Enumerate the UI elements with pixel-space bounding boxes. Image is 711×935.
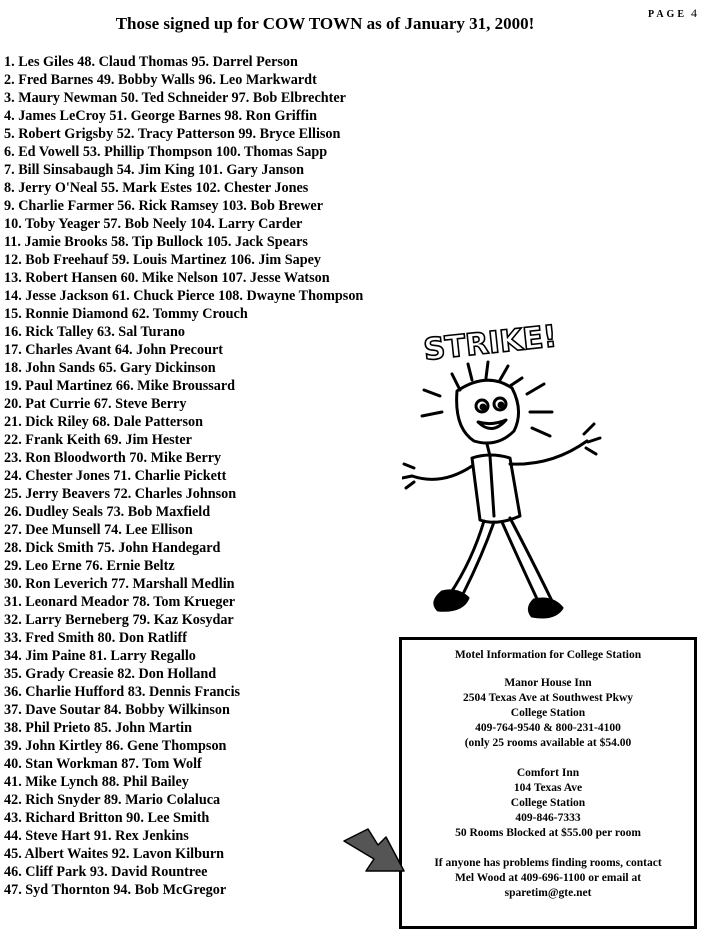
contact-line-2: Mel Wood at 409-696-1100 or email at [454, 872, 642, 884]
roster-line: 16. Rick Talley 63. Sal Turano [4, 324, 185, 340]
roster-line: 47. Syd Thornton 94. Bob McGregor [4, 882, 227, 898]
roster-line: 32. Larry Berneberg 79. Kaz Kosydar [4, 612, 234, 628]
roster-line: 4. James LeCroy 51. George Barnes 98. Ron Griffin [4, 108, 318, 124]
roster-line: 30. Ron Leverich 77. Marshall Medlin [4, 576, 235, 592]
motel-heading: Motel Information for College Station [454, 649, 642, 661]
roster-line: 2. Fred Barnes 49. Bobby Walls 96. Leo Markwardt [4, 72, 317, 88]
roster-line: 22. Frank Keith 69. Jim Hester [4, 432, 192, 448]
roster-line: 19. Paul Martinez 66. Mike Broussard [4, 378, 236, 394]
comfort-phone: 409-846-7333 [515, 812, 581, 824]
roster-line: 12. Bob Freehauf 59. Louis Martinez 106. Jim Sapey [4, 252, 321, 268]
manor-name: Manor House Inn [504, 677, 592, 689]
roster-line: 21. Dick Riley 68. Dale Patterson [4, 414, 203, 430]
roster-line: 43. Richard Britton 90. Lee Smith [4, 810, 210, 826]
manor-address: 2504 Texas Ave at Southwest Pkwy [462, 692, 634, 704]
comfort-note: 50 Rooms Blocked at $55.00 per room [455, 827, 641, 839]
comfort-address: 104 Texas Ave [513, 782, 583, 794]
roster-line: 39. John Kirtley 86. Gene Thompson [4, 738, 227, 754]
roster-line: 24. Chester Jones 71. Charlie Pickett [4, 468, 227, 484]
roster-line: 34. Jim Paine 81. Larry Regallo [4, 648, 196, 664]
roster-line: 25. Jerry Beavers 72. Charles Johnson [4, 486, 237, 502]
roster-line: 41. Mike Lynch 88. Phil Bailey [4, 774, 189, 790]
roster-line: 46. Cliff Park 93. David Rountree [4, 864, 208, 880]
roster-line: 44. Steve Hart 91. Rex Jenkins [4, 828, 189, 844]
roster-line: 18. John Sands 65. Gary Dickinson [4, 360, 216, 376]
page-title: Those signed up for COW TOWN as of January 31, 2000! [115, 14, 535, 33]
page-number-value: 4 [691, 6, 699, 20]
manor-house-block [402, 676, 694, 751]
roster-line: 36. Charlie Hufford 83. Dennis Francis [4, 684, 241, 700]
roster-line: 40. Stan Workman 87. Tom Wolf [4, 756, 202, 772]
roster-line: 45. Albert Waites 92. Lavon Kilburn [4, 846, 225, 862]
page-number [648, 6, 699, 21]
roster-line: 3. Maury Newman 50. Ted Schneider 97. Bob Elbrechter [4, 90, 346, 106]
roster-line: 7. Bill Sinsabaugh 54. Jim King 101. Gary Janson [4, 162, 304, 178]
roster-line: 8. Jerry O'Neal 55. Mark Estes 102. Chester Jones [4, 180, 309, 196]
roster-line: 13. Robert Hansen 60. Mike Nelson 107. Jesse Watson [4, 270, 330, 286]
roster-line: 38. Phil Prieto 85. John Martin [4, 720, 192, 736]
roster-line: 9. Charlie Farmer 56. Rick Ramsey 103. Bob Brewer [4, 198, 324, 214]
strike-text: STRIKE! [421, 319, 559, 368]
contact-block [402, 856, 694, 901]
manor-note: (only 25 rooms available at $54.00 [464, 737, 632, 749]
roster-line: 31. Leonard Meador 78. Tom Krueger [4, 594, 236, 610]
comfort-inn-block [402, 766, 694, 841]
roster-line: 11. Jamie Brooks 58. Tip Bullock 105. Jack Spears [4, 234, 308, 250]
roster-line: 28. Dick Smith 75. John Handegard [4, 540, 221, 556]
roster-line: 27. Dee Munsell 74. Lee Ellison [4, 522, 193, 538]
roster-line: 35. Grady Creasie 82. Don Holland [4, 666, 217, 682]
contact-line-1: If anyone has problems finding rooms, contact [434, 857, 662, 869]
roster-line: 5. Robert Grigsby 52. Tracy Patterson 99. Bryce Ellison [4, 126, 341, 142]
signup-roster [4, 53, 363, 899]
roster-line: 17. Charles Avant 64. John Precourt [4, 342, 223, 358]
contact-email: sparetim@gte.net [504, 887, 592, 899]
page-word: PAGE [647, 9, 687, 20]
roster-line: 14. Jesse Jackson 61. Chuck Pierce 108. Dwayne Thompson [4, 288, 364, 304]
roster-line: 23. Ron Bloodworth 70. Mike Berry [4, 450, 222, 466]
roster-line: 33. Fred Smith 80. Don Ratliff [4, 630, 187, 646]
comfort-city: College Station [510, 797, 586, 809]
roster-line: 15. Ronnie Diamond 62. Tommy Crouch [4, 306, 248, 322]
motel-info-box [399, 637, 697, 929]
roster-line: 6. Ed Vowell 53. Phillip Thompson 100. Thomas Sapp [4, 144, 328, 160]
roster-line: 1. Les Giles 48. Claud Thomas 95. Darrel Person [4, 54, 298, 70]
strike-cartoon-icon [402, 316, 602, 631]
pointing-arrow-icon [342, 827, 408, 877]
roster-line: 42. Rich Snyder 89. Mario Colaluca [4, 792, 221, 808]
roster-line: 29. Leo Erne 76. Ernie Beltz [4, 558, 175, 574]
roster-line: 20. Pat Currie 67. Steve Berry [4, 396, 187, 412]
comfort-name: Comfort Inn [516, 767, 580, 779]
manor-city: College Station [510, 707, 586, 719]
roster-line: 26. Dudley Seals 73. Bob Maxfield [4, 504, 211, 520]
roster-line: 37. Dave Soutar 84. Bobby Wilkinson [4, 702, 230, 718]
roster-line: 10. Toby Yeager 57. Bob Neely 104. Larry Carder [4, 216, 303, 232]
manor-phone: 409-764-9540 & 800-231-4100 [475, 722, 621, 734]
